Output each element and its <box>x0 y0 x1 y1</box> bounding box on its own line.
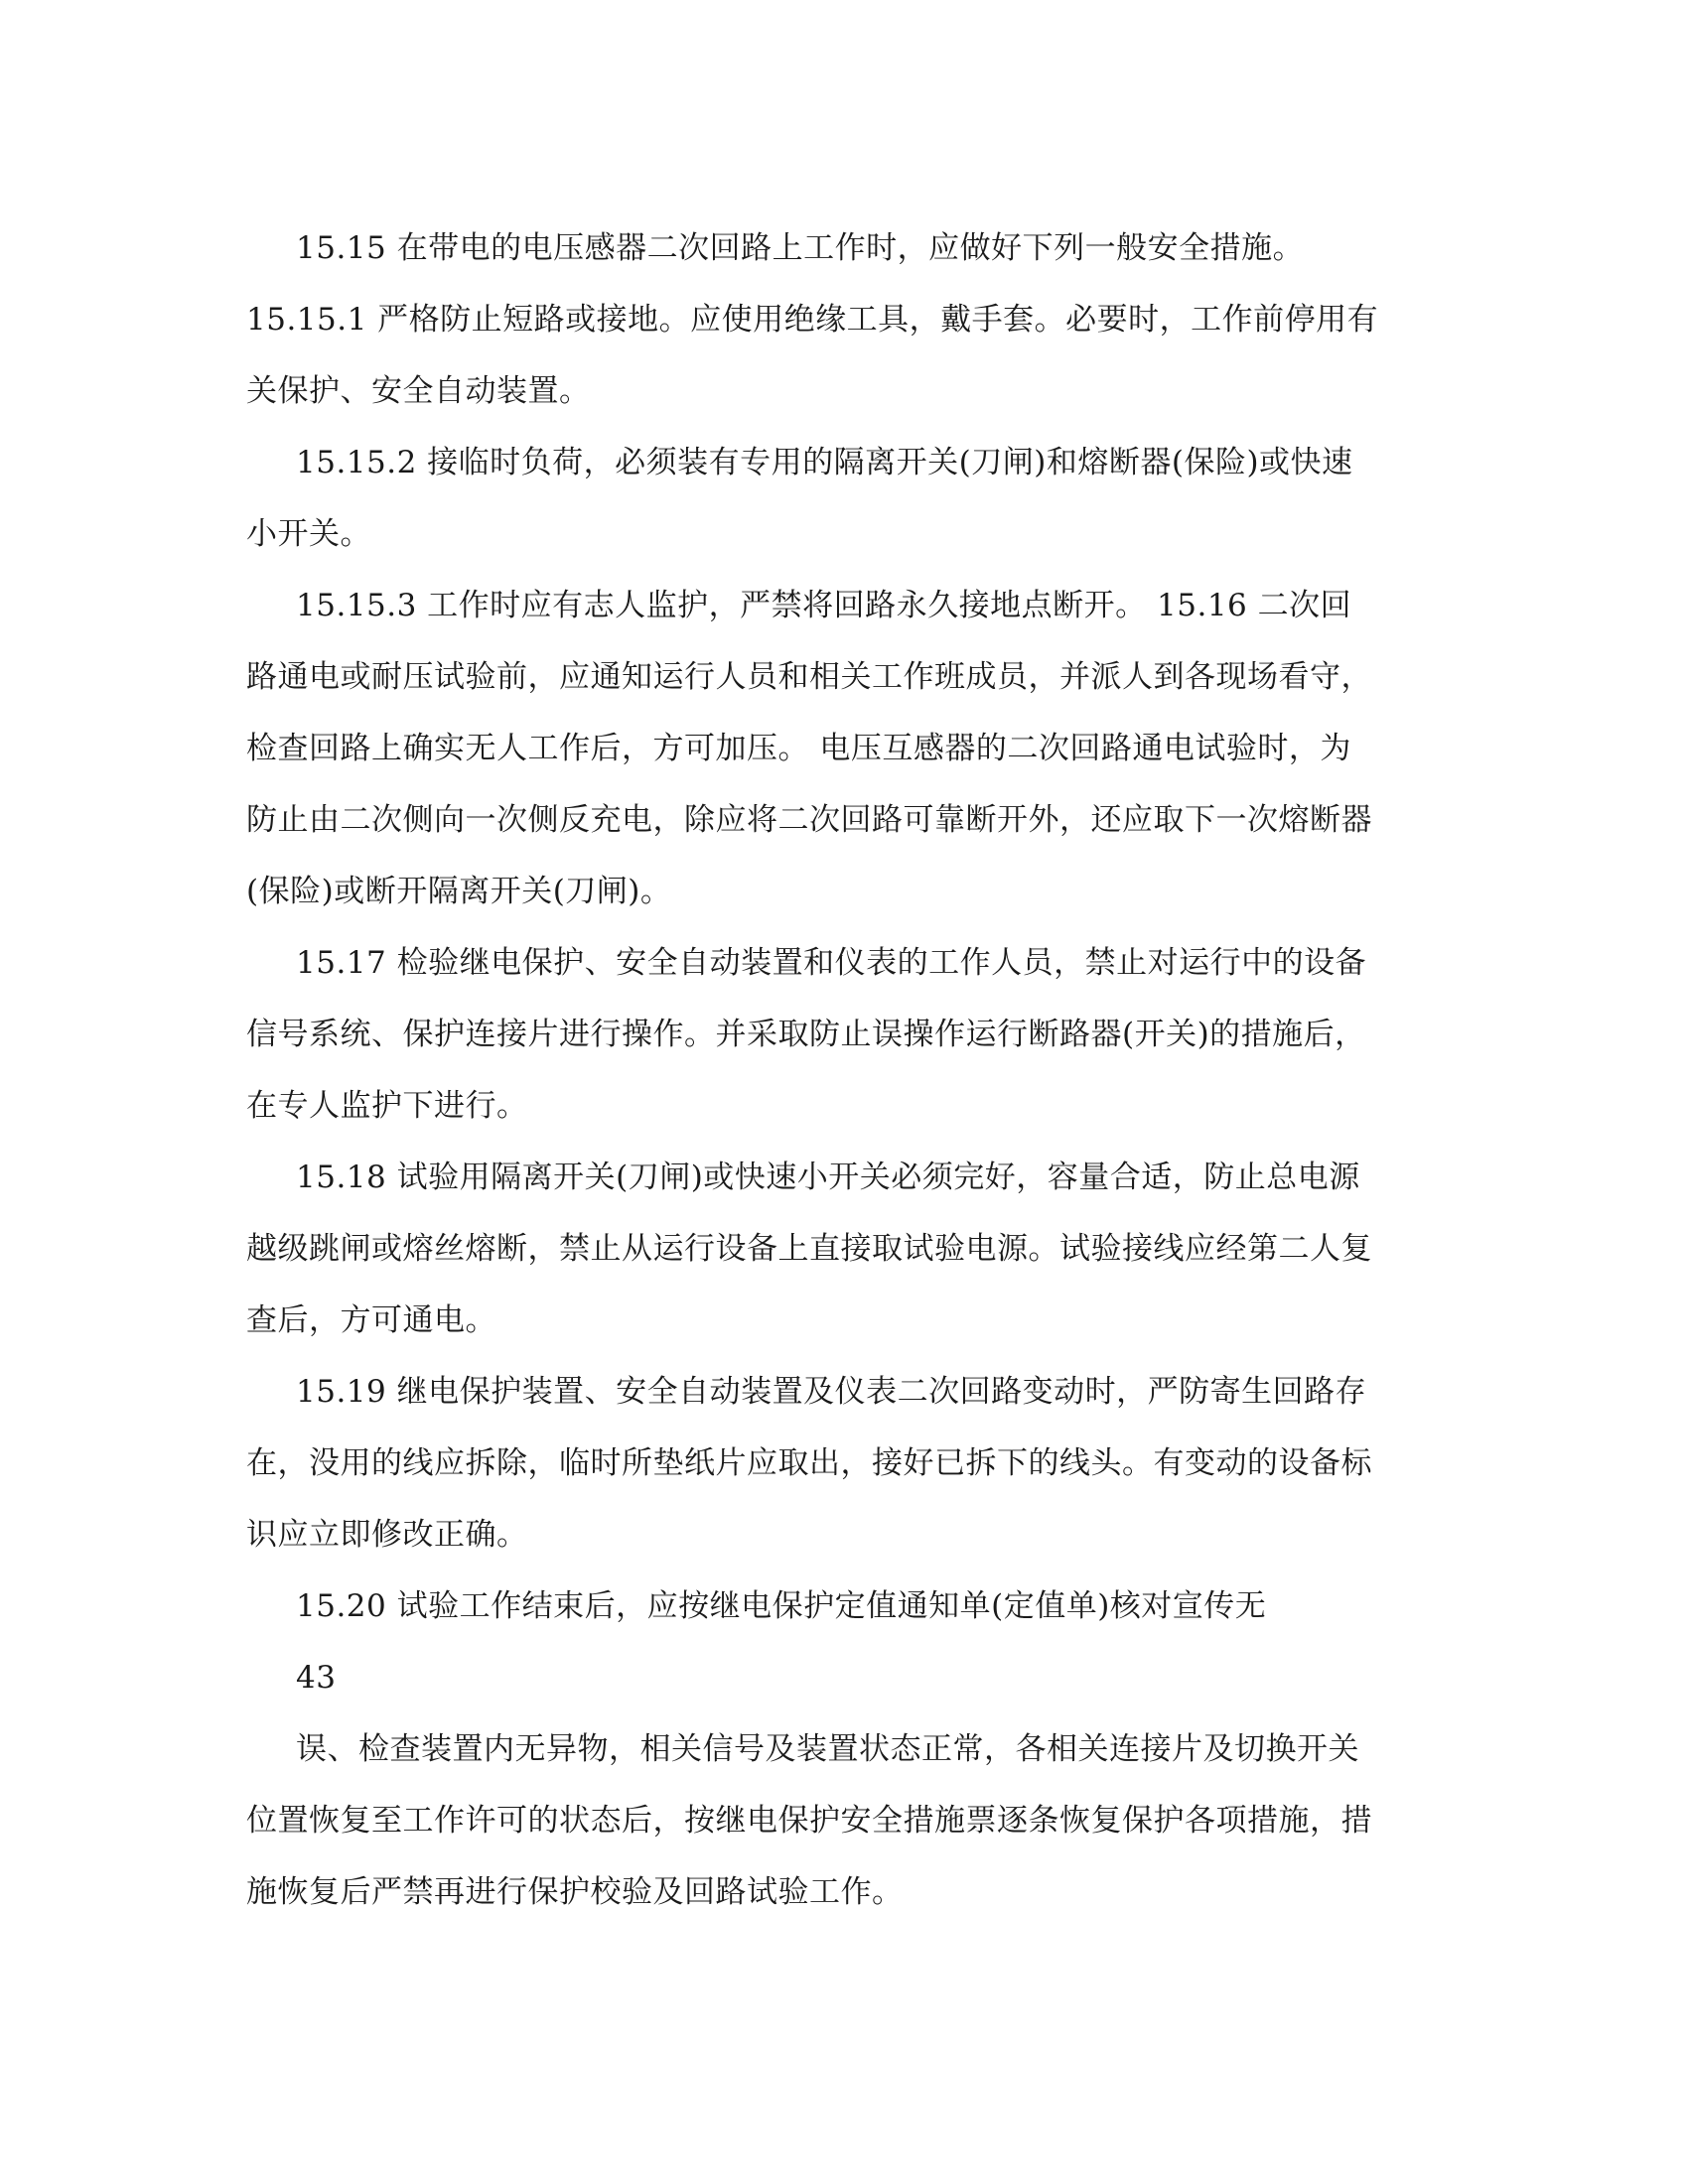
text-line: 15.15 在带电的电压感器二次回路上工作时，应做好下列一般安全措施。 <box>296 230 1305 266</box>
text-line: 在，没用的线应拆除，临时所垫纸片应取出，接好已拆下的线头。有变动的设备标 <box>246 1445 1372 1481</box>
text-line: 位置恢复至工作许可的状态后，按继电保护安全措施票逐条恢复保护各项措施，措 <box>246 1803 1372 1839</box>
text-line: 防止由二次侧向一次侧反充电，除应将二次回路可靠断开外，还应取下一次熔断器 <box>246 802 1372 838</box>
text-line: 在专人监护下进行。 <box>246 1088 528 1124</box>
text-line: 15.15.2 接临时负荷，必须装有专用的隔离开关(刀闸)和熔断器(保险)或快速 <box>296 445 1353 480</box>
text-line: 15.18 试验用隔离开关(刀闸)或快速小开关必须完好，容量合适，防止总电源 <box>296 1160 1360 1195</box>
text-line: 信号系统、保护连接片进行操作。并采取防止误操作运行断路器(开关)的措施后， <box>246 1017 1366 1052</box>
text-line: 15.17 检验继电保护、安全自动装置和仪表的工作人员，禁止对运行中的设备 <box>296 945 1367 981</box>
text-line: 路通电或耐压试验前，应通知运行人员和相关工作班成员，并派人到各现场看守， <box>246 659 1372 695</box>
text-line: 15.15.1 严格防止短路或接地。应使用绝缘工具，戴手套。必要时，工作前停用有 <box>246 302 1379 338</box>
text-line: (保险)或断开隔离开关(刀闸)。 <box>246 874 672 909</box>
text-line: 识应立即修改正确。 <box>246 1517 528 1553</box>
text-line: 15.15.3 工作时应有志人监护，严禁将回路永久接地点断开。 15.16 二次回 <box>296 588 1352 623</box>
text-line: 关保护、安全自动装置。 <box>246 373 591 409</box>
text-line: 施恢复后严禁再进行保护校验及回路试验工作。 <box>246 1874 904 1910</box>
text-line: 15.20 试验工作结束后，应按继电保护定值通知单(定值单)核对宣传无 <box>296 1588 1267 1624</box>
text-line: 查后，方可通电。 <box>246 1302 496 1338</box>
text-line: 小开关。 <box>246 516 371 552</box>
text-line: 15.19 继电保护装置、安全自动装置及仪表二次回路变动时，严防寄生回路存 <box>296 1374 1367 1410</box>
text-line: 越级跳闸或熔丝熔断，禁止从运行设备上直接取试验电源。试验接线应经第二人复 <box>246 1231 1372 1267</box>
text-line: 检查回路上确实无人工作后，方可加压。 电压互感器的二次回路通电试验时，为 <box>246 731 1351 766</box>
text-line: 误、检查装置内无异物，相关信号及装置状态正常，各相关连接片及切换开关 <box>296 1731 1359 1767</box>
page-number: 43 <box>296 1660 337 1696</box>
